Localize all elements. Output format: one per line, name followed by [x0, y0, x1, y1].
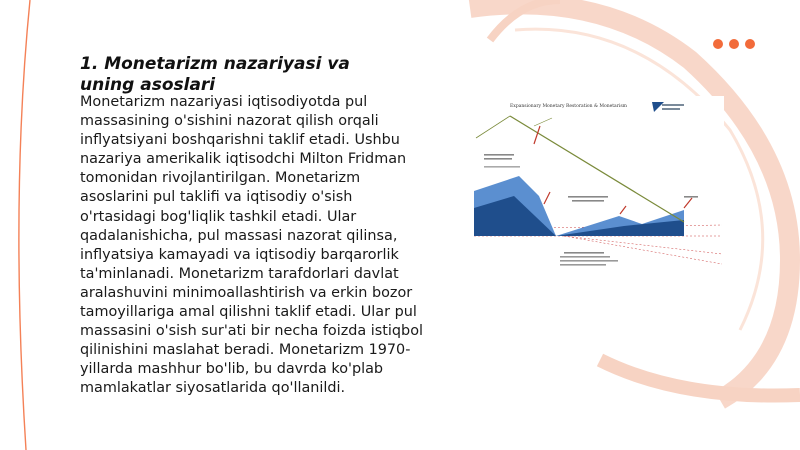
- monetarism-figure: [474, 96, 724, 276]
- figure-title: Expansionary Monetary Restoration & Monetarism: [510, 104, 627, 109]
- decorative-dots: [713, 39, 755, 49]
- dot-icon: [713, 39, 723, 49]
- figure-graphic: [474, 96, 724, 276]
- slide-body-text: Monetarizm nazariyasi iqtisodiyotda pul massasining o'sishini nazorat qilish orqali inflyatsiyani boshqarishni taklif etadi. Ushbu nazariya amerikalik iqtisodchi Milton Fridman tomonidan rivojlantirilgan. Monetarizm asoslarini pul taklifi va iqtisodiy o'sish o'rtasidagi bog'liqlik tashkil etadi. Ular qadalanishicha, pul massasi nazorat qilinsa, inflyatsiya kamayadi va iqtisodiy barqarorlik ta'minlanadi. Monetarizm tarafdorlari davlat aralashuvini minimoallashtirish va erkin bozor tamoyillariga amal qilishni taklif etadi. Ular pul massasini o'sish sur'ati bir necha foizda istiqbol qilinishini maslahat beradi. Monetarizm 1970-yillarda mashhur bo'lib, bu davrda ko'plab mamlakatlar siyosatlarida qo'llanildi.: [80, 94, 423, 397]
- dot-icon: [729, 39, 739, 49]
- slide-title: 1. Monetarizm nazariyasi va uning asoslari: [80, 54, 350, 95]
- left-arc: [19, 0, 30, 450]
- dot-icon: [745, 39, 755, 49]
